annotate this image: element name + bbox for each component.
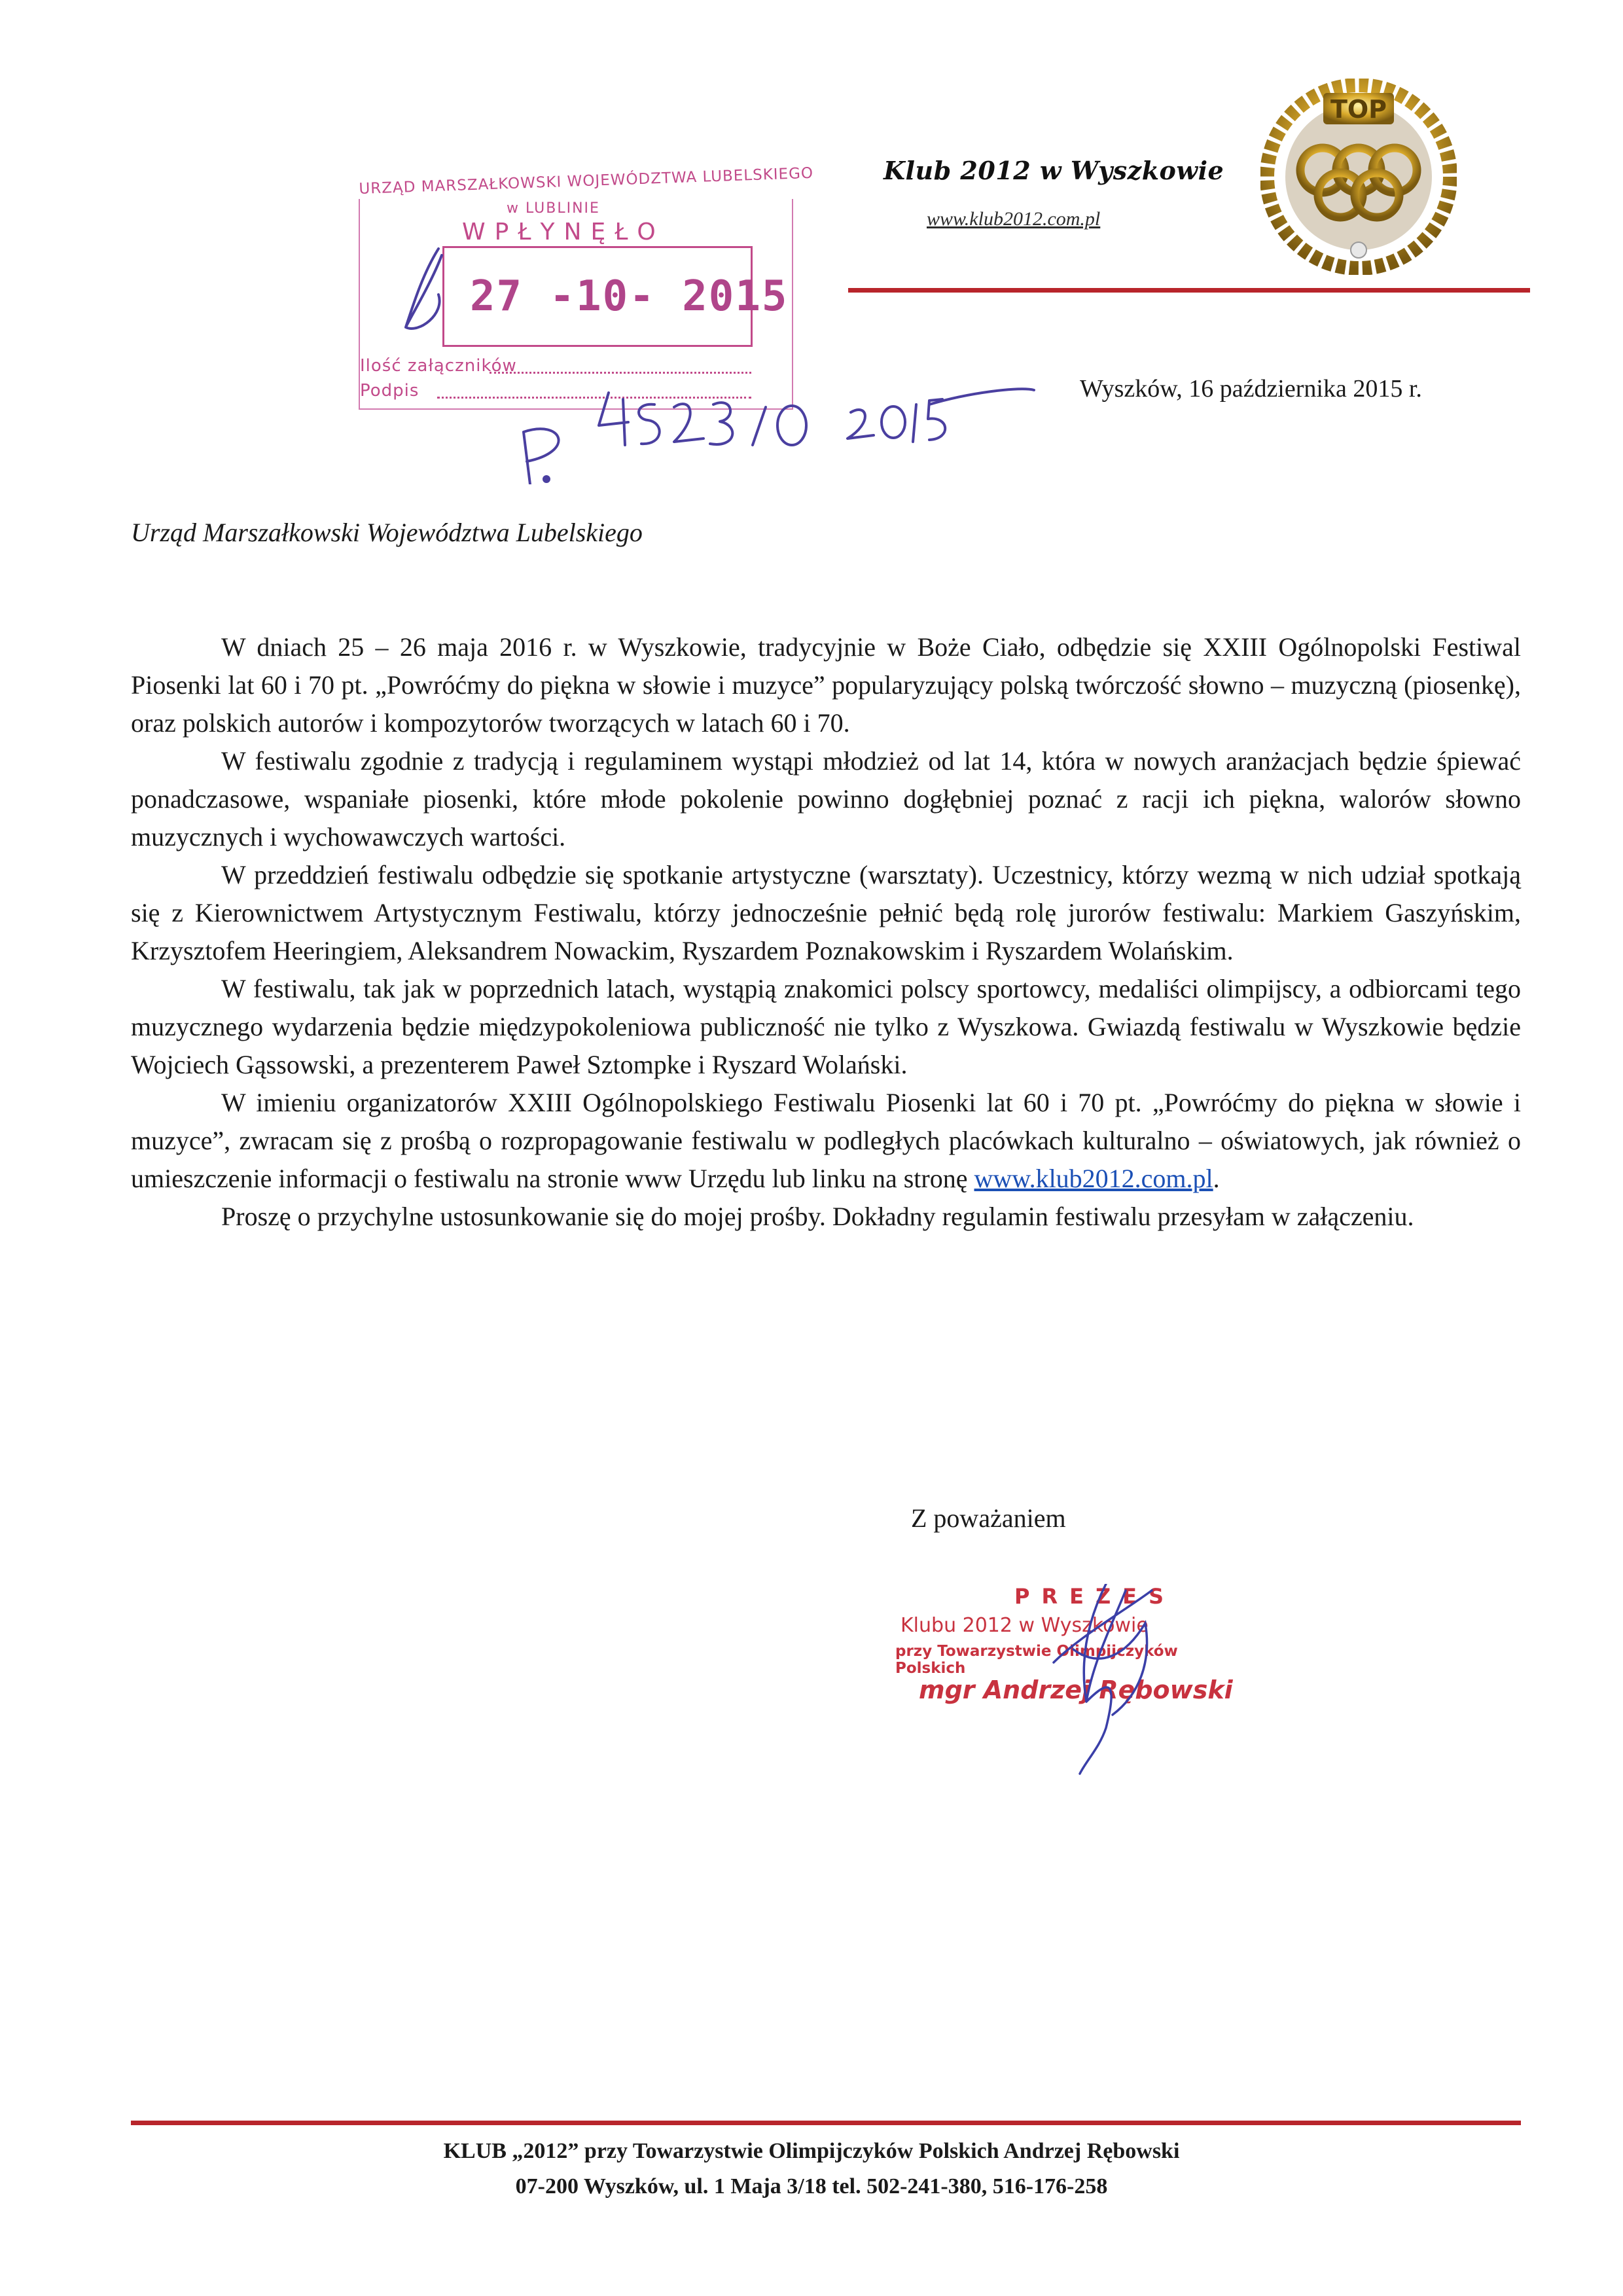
recipient: Urząd Marszałkowski Województwa Lubelskiego bbox=[131, 518, 643, 547]
body-paragraph-5-text: W imieniu organizatorów XXIII Ogólnopolskiego Festiwalu Piosenki lat 60 i 70 pt. „Powróćmy do piękna w słowie i muzyce”, zwracam się z prośbą o rozpropagowanie festiwalu w podległych placówkach kulturalno – oświatowych, jak również o umieszczenie informacji o festiwalu na stronie www Urzędu lub linku na stronę bbox=[131, 1088, 1521, 1193]
signature-stamp-name: mgr Andrzej Rębowski bbox=[919, 1676, 1233, 1704]
stamp-date: 27 -10- 2015 bbox=[470, 272, 789, 321]
signature-stamp-title: PREZES bbox=[1014, 1584, 1176, 1609]
stamp-city: w LUBLINIE bbox=[507, 200, 600, 217]
emblem-top-text: TOP bbox=[1330, 95, 1387, 124]
body-paragraph-5 bbox=[131, 1084, 1521, 1198]
footer-organization: KLUB „2012” przy Towarzystwie Olimpijczyków Polskich Andrzej Rębowski bbox=[443, 2139, 1180, 2163]
letter-body bbox=[131, 628, 1521, 1236]
olympic-rings-laurel-emblem-icon bbox=[1260, 79, 1457, 275]
closing-salutation: Z poważaniem bbox=[911, 1503, 1066, 1533]
signature-stamp-society: przy Towarzystwie Olimpijczyków Polskich bbox=[895, 1643, 1178, 1677]
body-paragraph-2: W festiwalu zgodnie z tradycją i regulaminem wystąpi młodzież od lat 14, która w nowych aranżacjach będzie śpiewać ponadczasowe, wspaniałe piosenki, które młode pokolenie powinno dogłębniej poznać z racji ich piękna, walorów słowno muzycznych i wychowawczych wartości. bbox=[131, 746, 1521, 852]
stamp-office-name: URZĄD MARSZAŁKOWSKI WOJEWÓDZTWA LUBELSKIEGO bbox=[359, 164, 814, 198]
signature-stamp-club: Klubu 2012 w Wyszkowie bbox=[901, 1614, 1149, 1637]
body-paragraph-5-end: . bbox=[1213, 1164, 1220, 1193]
body-paragraph-4: W festiwalu, tak jak w poprzednich latach, wystąpią znakomici polscy sportowcy, medaliści olimpijscy, a odbiorcami tego muzycznego wydarzenia będzie międzypokoleniowa publiczność nie tylko z Wyszkowa. Gwiazdą festiwalu w Wyszkowie będzie Wojciech Gąssowski, a prezenterem Paweł Sztompke i Ryszard Wolański. bbox=[131, 974, 1521, 1079]
club-website-link[interactable]: www.klub2012.com.pl bbox=[927, 208, 1101, 230]
footer-divider bbox=[131, 2121, 1521, 2125]
stamp-signature-label: Podpis bbox=[360, 381, 419, 401]
club-website-body-link[interactable]: www.klub2012.com.pl bbox=[974, 1164, 1213, 1193]
body-paragraph-1: W dniach 25 – 26 maja 2016 r. w Wyszkowie, tradycyjnie w Boże Ciało, odbędzie się XXIII Ogólnopolski Festiwal Piosenki lat 60 i 70 pt. „Powróćmy do piękna w słowie i muzyce” popularyzujący polską twórczość słowno – muzyczną (piosenkę), oraz polskich autorów i kompozytorów tworzących w latach 60 i 70. bbox=[131, 632, 1521, 738]
president-signature-stamp bbox=[890, 1584, 1243, 1780]
club-name: Klub 2012 w Wyszkowie bbox=[883, 156, 1224, 185]
stamp-attachments-label: Ilość załączników bbox=[360, 356, 517, 376]
footer-address: 07-200 Wyszków, ul. 1 Maja 3/18 tel. 502-241-380, 516-176-258 bbox=[515, 2174, 1108, 2198]
handwritten-registration-note bbox=[366, 236, 1047, 484]
body-paragraph-6: Proszę o przychylne ustosunkowanie się do mojej prośby. Dokładny regulamin festiwalu przesyłam w załączeniu. bbox=[221, 1202, 1414, 1231]
letter-date: Wyszków, 16 października 2015 r. bbox=[1080, 375, 1422, 403]
body-paragraph-3: W przeddzień festiwalu odbędzie się spotkanie artystyczne (warsztaty). Uczestnicy, którzy wezmą w nich udział spotkają się z Kierownictwem Artystycznym Festiwalu, którzy jednocześnie pełnić będą rolę jurorów festiwalu: Markiem Gaszyńskim, Krzysztofem Heeringiem, Aleksandrem Nowackim, Ryszardem Poznakowskim i Ryszardem Wolańskim. bbox=[131, 860, 1521, 965]
stamp-received: WPŁYNĘŁO bbox=[462, 219, 665, 245]
handwritten-signature bbox=[890, 1584, 1243, 1780]
